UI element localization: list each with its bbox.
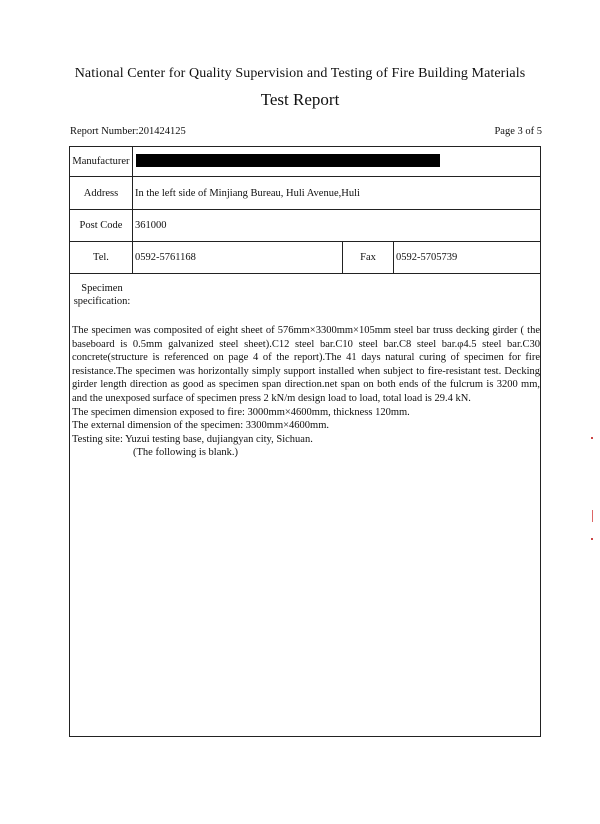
spec-exposed-dimension: The specimen dimension exposed to fire: 3000mm×4600mm, thickness 120mm. xyxy=(72,406,410,418)
fax-value: 0592-5705739 xyxy=(396,252,458,263)
postcode-label: Post Code xyxy=(70,210,133,241)
scan-artifact xyxy=(591,538,593,540)
spec-paragraph: The specimen was composited of eight sheet of 576mm×3300mm×105mm steel bar truss decking girder ( the baseboard is 0.5mm galvanized steel sheet).C12 steel bar.C10 steel bar.C8 steel bar.φ4.5 steel bar.C30 concrete(structure is referenced on page 4 of the report).The 41 days natural curing of specimen for fire resistance.The specimen was horizontally simply support installed when subject to fire-resistant test. Decking girder length direction as good as specimen span direction.net span on both ends of the fulcrum is 3200 mm, and the unexposed surface of specimen press 2 kN/m design load to load, total load is 29.4 kN. xyxy=(72,325,540,404)
address-value: In the left side of Minjiang Bureau, Huli Avenue,Huli xyxy=(135,187,360,199)
blank-note: (The following is blank.) xyxy=(133,447,238,459)
postcode-row xyxy=(70,210,540,242)
doc-title: Test Report xyxy=(260,90,340,109)
specimen-spec-label: Specimen specification: xyxy=(73,283,131,307)
scan-artifact xyxy=(592,510,593,522)
tel-value: 0592-5761168 xyxy=(133,242,343,273)
report-number: Report Number:201424125 xyxy=(70,126,186,137)
testing-site: Testing site: Yuzui testing base, dujiangyan city, Sichuan. xyxy=(72,433,313,445)
org-title: National Center for Quality Supervision and Testing of Fire Building Materials xyxy=(74,66,526,81)
manufacturer-label: Manufacturer xyxy=(70,147,133,176)
spec-external-dimension: The external dimension of the specimen: 3300mm×4600mm. xyxy=(72,420,329,432)
report-table xyxy=(69,146,541,737)
postcode-value: 361000 xyxy=(135,220,167,231)
address-row xyxy=(70,177,540,210)
page-indicator: Page 3 of 5 xyxy=(494,126,542,137)
address-label: Address xyxy=(70,177,133,209)
fax-label: Fax xyxy=(343,242,394,273)
tel-fax-row xyxy=(70,242,540,274)
redaction-bar xyxy=(136,154,440,167)
tel-label: Tel. xyxy=(70,242,133,273)
specimen-description xyxy=(72,324,540,460)
scan-artifact xyxy=(591,437,593,439)
manufacturer-row xyxy=(70,147,540,177)
